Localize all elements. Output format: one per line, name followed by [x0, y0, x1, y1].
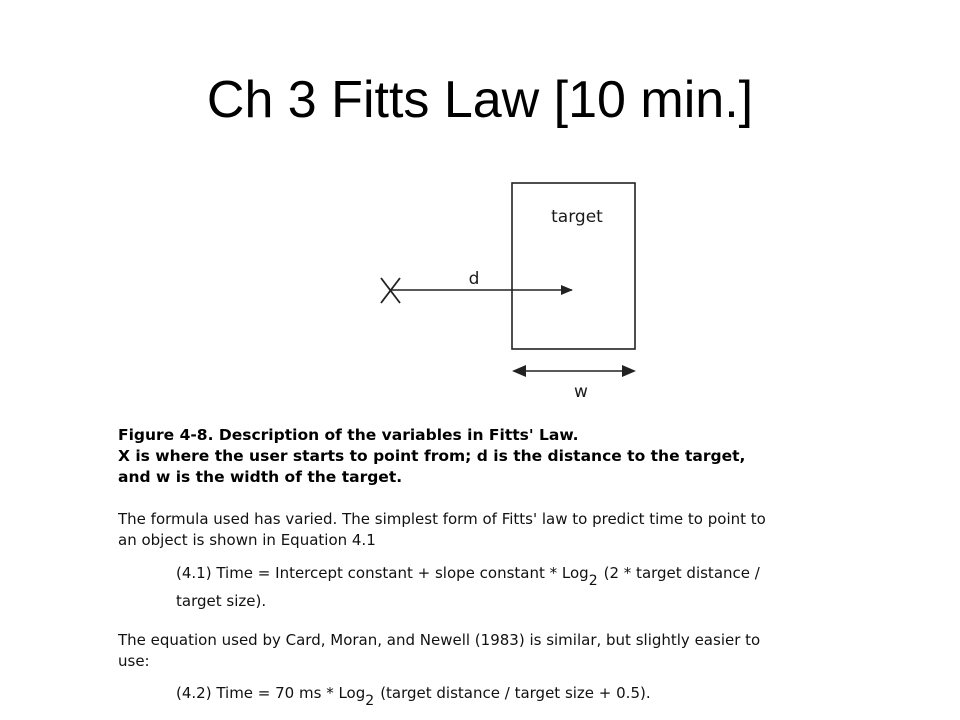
slide-title: Ch 3 Fitts Law [10 min.] [206, 71, 754, 129]
target-label: target [551, 207, 603, 227]
equation-text: (4.1) Time = Intercept constant + slope constant * Log [176, 564, 589, 582]
caption-line: and w is the width of the target. [118, 468, 403, 486]
equation-text: (target distance / target size + 0.5). [380, 684, 651, 702]
paragraph-line: The equation used by Card, Moran, and Newell (1983) is similar, but slightly easier to [118, 631, 761, 649]
equation-text: (4.2) Time = 70 ms * Log [176, 684, 366, 702]
equation-subscript: 2 [588, 573, 598, 589]
paragraph-line: an object is shown in Equation 4.1 [118, 531, 376, 549]
equation-4-1 [176, 560, 816, 615]
equation-text: (2 * target distance / [603, 564, 760, 582]
caption-line: X is where the user starts to point from; d is the distance to the target, [118, 447, 746, 465]
caption-line: Figure 4-8. Description of the variables in Fitts' Law. [118, 426, 579, 444]
paragraph-card-moran-newell [118, 630, 838, 672]
equation-line [176, 560, 816, 588]
equation-line [176, 680, 816, 708]
width-label: w [574, 382, 588, 402]
paragraph-formula-intro [118, 509, 838, 551]
equation-subscript: 2 [365, 693, 375, 709]
paragraph-line: use: [118, 652, 150, 670]
equation-line: target size). [176, 592, 267, 610]
width-arrow [512, 365, 636, 377]
paragraph-line: The formula used has varied. The simplest form of Fitts' law to predict time to point to [118, 510, 766, 528]
figure-caption [118, 425, 818, 488]
equation-4-2 [176, 680, 816, 708]
distance-label: d [468, 269, 480, 289]
